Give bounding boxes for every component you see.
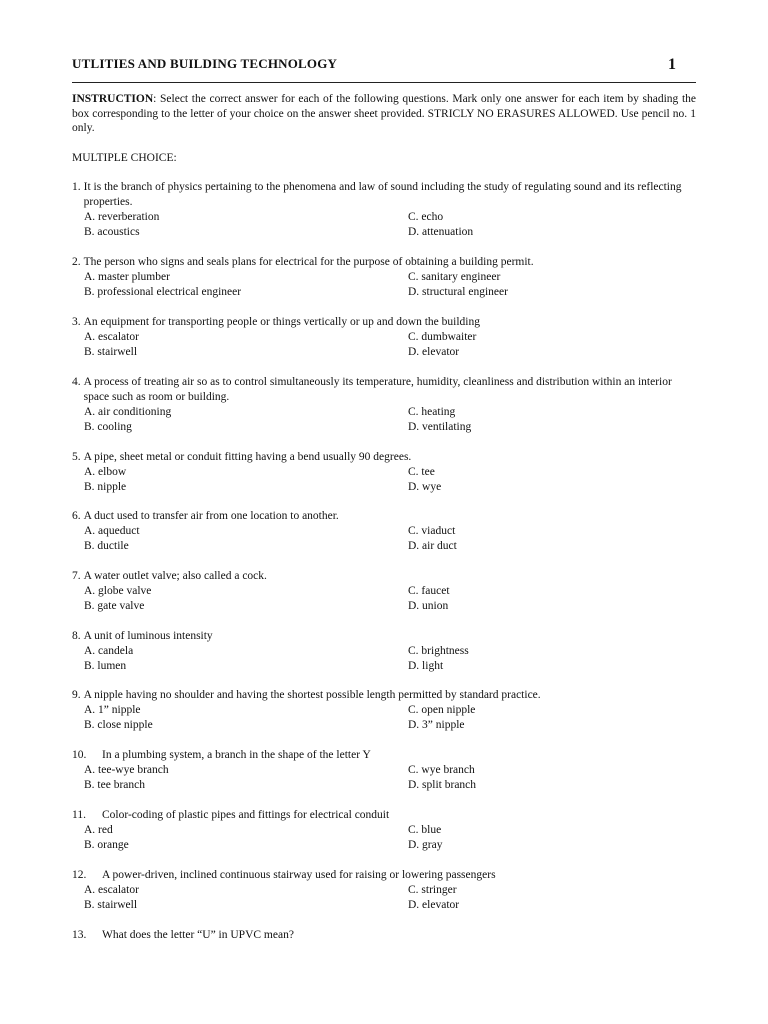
question-7 [72,569,696,614]
answer-options [72,405,696,435]
answer-options [72,465,696,495]
question-number: 9. [72,689,81,701]
question-text: A pipe, sheet metal or conduit fitting having a bend usually 90 degrees. [83,451,412,463]
answer-options [72,883,696,913]
question-number: 5. [72,451,81,463]
option-d: D. elevator [408,899,460,911]
option-c: C. heating [408,406,456,418]
option-c: C. blue [408,824,442,836]
question-number: 10. [72,749,87,761]
option-b: B. orange [84,839,129,851]
option-d: D. elevator [408,346,460,358]
answer-options [72,524,696,554]
option-a: A. aqueduct [84,525,140,537]
question-number: 2. [72,256,81,268]
option-b: B. stairwell [84,346,138,358]
option-b: B. tee branch [84,779,145,791]
question-number: 4. [72,376,81,388]
option-d: D. air duct [408,540,457,552]
question-text: In a plumbing system, a branch in the shape of the letter Y [102,749,371,761]
option-d: D. gray [408,839,443,851]
page-title: UTLITIES AND BUILDING TECHNOLOGY [72,56,338,71]
question-text: A process of treating air so as to control simultaneously its temperature, humidity, cleanliness and distribution within an interior space such as room or building. [83,376,672,403]
instruction-paragraph [72,92,696,136]
question-1 [72,180,696,240]
option-b: B. cooling [84,421,132,433]
option-c: C. wye branch [408,764,475,776]
option-a: A. tee-wye branch [84,764,169,776]
question-text: The person who signs and seals plans for electrical for the purpose of obtaining a building permit. [83,256,534,268]
option-c: C. viaduct [408,525,456,537]
option-a: A. escalator [84,331,139,343]
question-number: 8. [72,630,81,642]
question-10 [72,748,696,793]
answer-options [72,330,696,360]
option-a: A. candela [84,645,134,657]
option-c: C. tee [408,466,435,478]
question-4 [72,375,696,435]
answer-options [72,270,696,300]
option-d: D. light [408,660,444,672]
question-3 [72,315,696,360]
option-a: A. escalator [84,884,139,896]
question-text: A power-driven, inclined continuous stairway used for raising or lowering passengers [102,869,496,881]
option-a: A. elbow [84,466,127,478]
answer-options [72,763,696,793]
option-b: B. ductile [84,540,129,552]
question-number: 7. [72,570,81,582]
option-b: B. acoustics [84,226,140,238]
option-d: D. attenuation [408,226,474,238]
question-number: 12. [72,869,87,881]
answer-options [72,703,696,733]
question-text: A water outlet valve; also called a cock. [83,570,267,582]
question-number: 11. [72,809,86,821]
option-d: D. 3” nipple [408,719,465,731]
option-a: A. 1” nipple [84,704,141,716]
question-13 [72,928,696,943]
option-c: C. sanitary engineer [408,271,501,283]
question-number: 1. [72,181,81,193]
instruction-text: : Select the correct answer for each of the following questions. Mark only one answer for each item by shading the box corresponding to the letter of your choice on the answer sheet provided. STRICLY NO ERASURES ALLOWED. Use pencil no. 1 only. [72,93,696,134]
question-2 [72,255,696,300]
question-9 [72,688,696,733]
question-text: It is the branch of physics pertaining to the phenomena and law of sound including the study of regulating sound and its reflecting properties. [83,181,682,208]
option-b: B. close nipple [84,719,153,731]
option-a: A. air conditioning [84,406,172,418]
option-b: B. stairwell [84,899,138,911]
option-d: D. union [408,600,449,612]
option-d: D. split branch [408,779,477,791]
answer-options [72,210,696,240]
option-a: A. red [84,824,113,836]
option-b: B. professional electrical engineer [84,286,242,298]
option-c: C. brightness [408,645,469,657]
option-a: A. master plumber [84,271,170,283]
option-c: C. stringer [408,884,457,896]
answer-options [72,584,696,614]
option-c: C. dumbwaiter [408,331,477,343]
question-number: 13. [72,929,87,941]
page-number: 1 [668,56,676,73]
question-number: 3. [72,316,81,328]
option-d: D. structural engineer [408,286,508,298]
option-b: B. gate valve [84,600,145,612]
question-text: Color-coding of plastic pipes and fittings for electrical conduit [102,809,390,821]
answer-options [72,823,696,853]
question-8 [72,629,696,674]
header-divider [72,82,696,83]
option-a: A. reverberation [84,211,160,223]
answer-options [72,644,696,674]
option-c: C. faucet [408,585,450,597]
question-5 [72,450,696,495]
option-b: B. nipple [84,481,127,493]
question-text: A duct used to transfer air from one location to another. [83,510,339,522]
question-text: A unit of luminous intensity [83,630,213,642]
question-text: What does the letter “U” in UPVC mean? [102,929,294,941]
question-6 [72,509,696,554]
option-b: B. lumen [84,660,127,672]
question-number: 6. [72,510,81,522]
question-text: An equipment for transporting people or things vertically or up and down the building [83,316,480,328]
question-text: A nipple having no shoulder and having the shortest possible length permitted by standard practice. [83,689,541,701]
question-11 [72,808,696,853]
option-c: C. open nipple [408,704,476,716]
instruction-label: INSTRUCTION [72,93,154,105]
option-d: D. ventilating [408,421,472,433]
question-12 [72,868,696,913]
option-c: C. echo [408,211,444,223]
section-label: MULTIPLE CHOICE: [72,152,177,164]
option-d: D. wye [408,481,442,493]
option-a: A. globe valve [84,585,152,597]
